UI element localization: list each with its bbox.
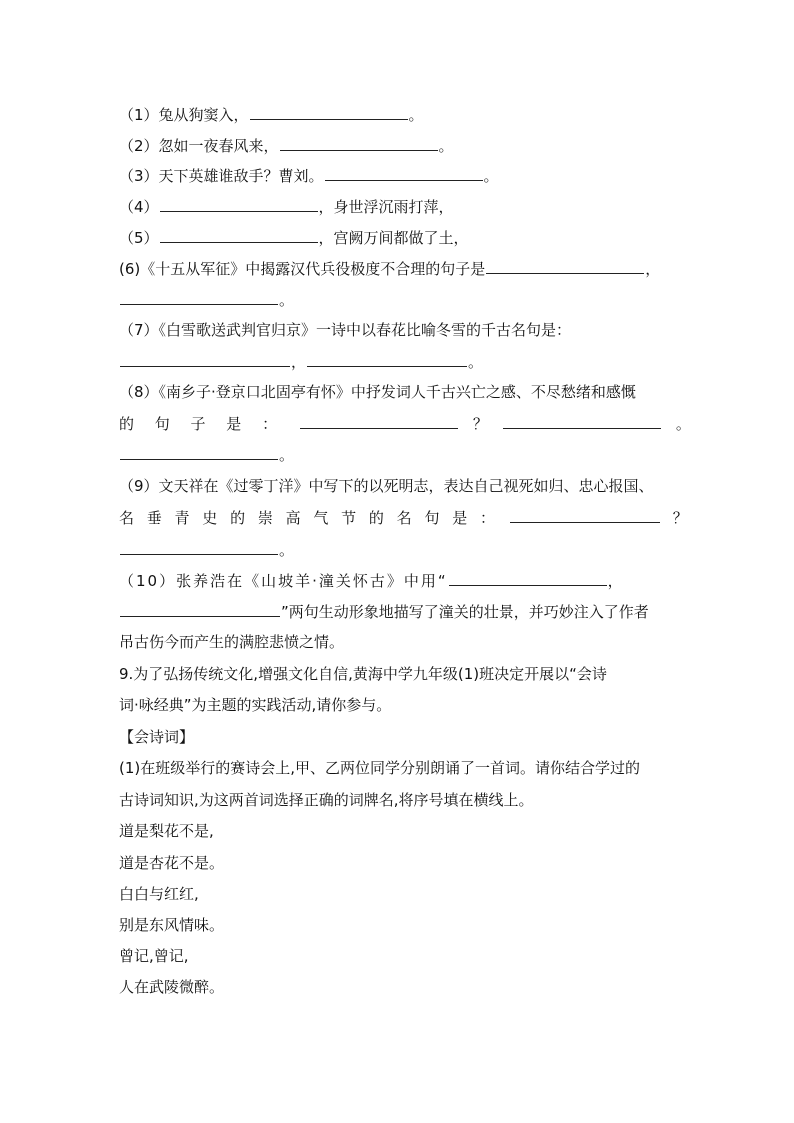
answer-blank[interactable] xyxy=(160,227,318,243)
question-5 xyxy=(119,227,694,247)
question-5-text: ，宫阙万间都做了土， xyxy=(318,229,469,247)
question-7-end: 。 xyxy=(468,353,484,371)
poem-line-text: 白白与红红, xyxy=(119,885,199,903)
answer-blank[interactable] xyxy=(503,413,661,429)
question-10-last xyxy=(119,632,694,652)
answer-blank[interactable] xyxy=(120,289,278,305)
task-text1: (1)在班级举行的赛诗会上,甲、乙两位同学分别朗诵了一首词。请你结合学过的 xyxy=(119,759,641,777)
question-3-end: 。 xyxy=(483,167,499,185)
question-6-cont xyxy=(119,289,694,309)
answer-blank[interactable] xyxy=(300,413,458,429)
question-9-end: 。 xyxy=(279,541,295,559)
question-7 xyxy=(119,320,694,340)
poem-line-text: 道是梨花不是, xyxy=(119,822,214,840)
answer-blank[interactable] xyxy=(120,601,280,617)
question-2 xyxy=(119,135,694,155)
answer-blank[interactable] xyxy=(120,444,278,460)
poem-line xyxy=(119,853,694,873)
question-1-text: （1）兔从狗窦入， xyxy=(119,106,249,124)
answer-blank[interactable] xyxy=(160,196,318,212)
question-8-cont xyxy=(119,413,694,433)
question-3 xyxy=(119,165,694,185)
question-6-text: (6)《十五从军征》中揭露汉代兵役极度不合理的句子是 xyxy=(119,260,486,278)
question-8-text: （8）《南乡子·登京口北固亭有怀》中抒发词人千古兴亡之感、不尽愁绪和感慨 xyxy=(119,383,636,401)
answer-blank[interactable] xyxy=(120,539,278,555)
question-10-last-text: 吊古伤今而产生的满腔悲愤之情。 xyxy=(119,633,345,651)
poem-line xyxy=(119,946,694,966)
question-8-end: 。 xyxy=(279,446,295,464)
poem-line-text: 道是杏花不是。 xyxy=(119,854,225,872)
section9-intro-line1 xyxy=(119,664,694,684)
section9-intro-text2: 词·咏经典”为主题的实践活动,请你参与。 xyxy=(119,696,392,714)
question-10-cont-text: ”两句生动形象地描写了潼关的壮景，并巧妙注入了作者 xyxy=(281,603,649,621)
poem-line-text: 别是东风情味。 xyxy=(119,916,225,934)
question-9-text: （9）文天祥在《过零丁洋》中写下的以死明志，表达自己视死如归、忠心报国、 xyxy=(119,477,654,495)
section9-task-line1 xyxy=(119,758,694,778)
section9-heading xyxy=(119,727,694,747)
question-10-comma: ， xyxy=(607,572,623,590)
question-10-cont xyxy=(119,601,694,621)
section-heading: 【会诗词】 xyxy=(119,728,195,746)
poem-line xyxy=(119,915,694,935)
answer-blank[interactable] xyxy=(486,258,644,274)
question-1-end: 。 xyxy=(408,106,424,124)
poem-line xyxy=(119,884,694,904)
question-2-text: （2）忽如一夜春风来， xyxy=(119,137,279,155)
section9-intro-line2 xyxy=(119,695,694,715)
question-2-end: 。 xyxy=(438,137,454,155)
question-6-end: 。 xyxy=(279,291,295,309)
poem-line-text: 人在武陵微醉。 xyxy=(119,978,225,996)
question-9-lead: 名 垂 青 史 的 崇 高 气 节 的 名 句 是 ： xyxy=(119,509,499,527)
question-3-text: （3）天下英雄谁敌手？曹刘。 xyxy=(119,167,324,185)
question-9 xyxy=(119,476,694,496)
question-8-qmark: ？ xyxy=(472,415,488,433)
question-9-cont xyxy=(119,507,694,527)
question-8-cont2 xyxy=(119,444,694,464)
task-text2: 古诗词知识,为这两首词选择正确的词牌名,将序号填在横线上。 xyxy=(119,791,534,809)
question-6-comma: ， xyxy=(645,260,661,278)
question-6 xyxy=(119,258,694,278)
section9-intro-text1: 9.为了弘扬传统文化,增强文化自信,黄海中学九年级(1)班决定开展以“会诗 xyxy=(119,665,607,683)
question-1 xyxy=(119,104,694,124)
answer-blank[interactable] xyxy=(120,351,290,367)
question-9-qmark: ？ xyxy=(672,509,688,527)
poem-line-text: 曾记,曾记, xyxy=(119,947,189,965)
poem-line xyxy=(119,821,694,841)
section9-task-line2 xyxy=(119,790,694,810)
answer-blank[interactable] xyxy=(280,135,438,151)
answer-blank[interactable] xyxy=(449,570,607,586)
question-10-text: （10）张养浩在《山坡羊·潼关怀古》中用“ xyxy=(119,572,448,590)
question-7-text: （7）《白雪歌送武判官归京》一诗中以春花比喻冬雪的千古名句是： xyxy=(119,321,572,339)
poem-line xyxy=(119,977,694,997)
question-7-comma: ， xyxy=(291,353,307,371)
question-4-text: ，身世浮沉雨打萍， xyxy=(318,198,454,216)
answer-blank[interactable] xyxy=(510,507,660,523)
question-5-num: （5） xyxy=(119,229,159,247)
question-10 xyxy=(119,570,694,590)
question-8-lead: 的 句 子 是 ： xyxy=(119,415,286,433)
answer-blank[interactable] xyxy=(250,104,408,120)
question-7-cont xyxy=(119,351,694,371)
question-4 xyxy=(119,196,694,216)
answer-blank[interactable] xyxy=(325,165,483,181)
answer-blank[interactable] xyxy=(307,351,467,367)
question-8-dot: 。 xyxy=(675,415,691,433)
question-9-cont2 xyxy=(119,539,694,559)
question-8 xyxy=(119,382,694,402)
question-4-num: （4） xyxy=(119,198,159,216)
